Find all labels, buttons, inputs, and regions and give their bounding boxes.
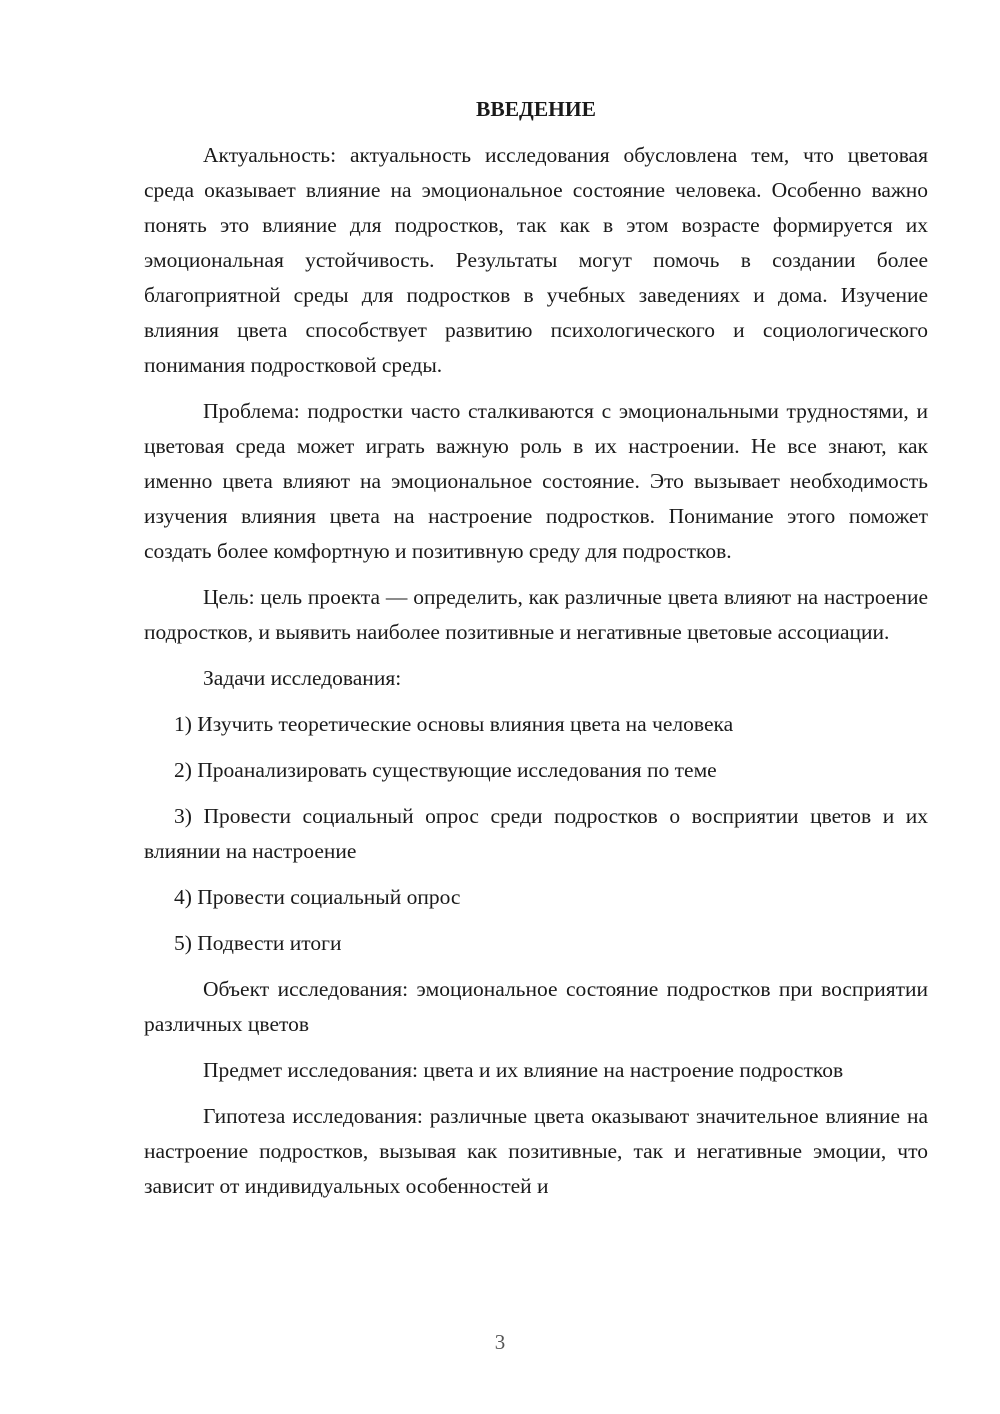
relevance-paragraph: Актуальность: актуальность исследования обусловлена тем, что цветовая среда оказывает влияние на эмоциональное состояние человека. Особенно важно понять это влияние для подростков, так как в этом возрасте формируется их эмоциональная устойчивость. Результаты могут помочь в создании более благоприятной среды для подростков в учебных заведениях и дома. Изучение влияния цвета способствует развитию психологического и социологического понимания подростковой среды. xyxy=(144,143,928,377)
section-heading: ВВЕДЕНИЕ xyxy=(476,97,596,121)
subject-paragraph: Предмет исследования: цвета и их влияние на настроение подростков xyxy=(203,1058,844,1082)
task-item: 3) Провести социальный опрос среди подростков о восприятии цветов и их влиянии на настроение xyxy=(144,804,928,863)
task-item: 4) Провести социальный опрос xyxy=(174,885,461,909)
problem-paragraph: Проблема: подростки часто сталкиваются с эмоциональными трудностями, и цветовая среда может играть важную роль в их настроении. Не все знают, как именно цвета влияют на эмоциональное состояние. Это вызывает необходимость изучения влияния цвета на настроение подростков. Понимание этого поможет создать более комфортную и позитивную среду для подростков. xyxy=(144,399,928,563)
page-number: 3 xyxy=(494,1330,506,1354)
page-content xyxy=(144,92,928,1204)
object-paragraph: Объект исследования: эмоциональное состояние подростков при восприятии различных цветов xyxy=(144,977,928,1036)
task-item: 2) Проанализировать существующие исследования по теме xyxy=(174,758,717,782)
tasks-list xyxy=(144,707,928,961)
goal-paragraph: Цель: цель проекта — определить, как различные цвета влияют на настроение подростков, и выявить наиболее позитивные и негативные цветовые ассоциации. xyxy=(144,585,928,644)
hypothesis-paragraph: Гипотеза исследования: различные цвета оказывают значительное влияние на настроение подростков, вызывая как позитивные, так и негативные эмоции, что зависит от индивидуальных особенностей и xyxy=(144,1104,928,1198)
task-item: 1) Изучить теоретические основы влияния цвета на человека xyxy=(174,712,734,736)
tasks-heading: Задачи исследования: xyxy=(203,666,402,690)
task-item: 5) Подвести итоги xyxy=(174,931,342,955)
